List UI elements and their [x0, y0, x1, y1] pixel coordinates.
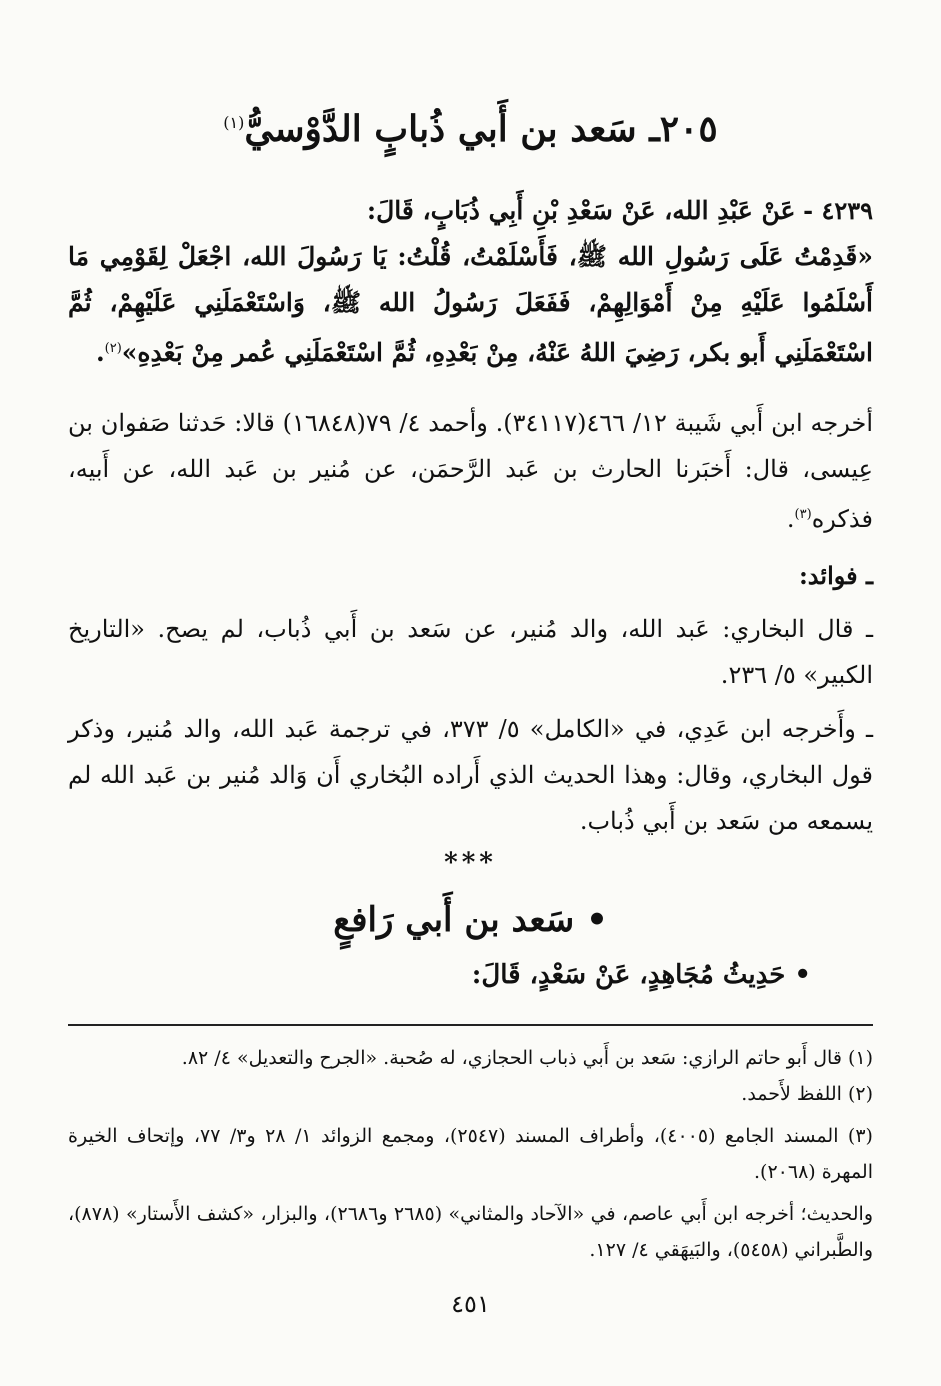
footnote-divider: [68, 1024, 873, 1026]
footnotes: [68, 1040, 873, 1268]
footnote-1: (١) قال أَبو حاتم الرازي: سَعد بن أَبي ذباب الحجازي، له صُحبة. «الجرح والتعديل» ٤/ ٨٢.: [181, 1047, 873, 1069]
chapter-title-text: ٢٠٥ـ سَعد بن أَبي ذُبابٍ الدَّوْسيُّ: [244, 108, 718, 150]
next-section-title: • سَعد بن أَبي رَافعٍ: [333, 900, 608, 940]
matn-footnote-ref: (٢): [104, 341, 122, 356]
title-footnote-ref: (١): [223, 113, 245, 132]
fawaid-item-2: ـ وأَخرجه ابن عَدِي، في «الكامل» ٥/ ٣٧٣، في ترجمة عَبد الله، والد مُنير، وذكر قول البخاري، وقال: وهذا الحديث الذي أَراده البُخاري أَن وَالد مُنير بن عَبد الله لم يسمعه من سَعد بن أَبي ذُباب.: [68, 715, 874, 835]
chapter-title: [0, 108, 941, 150]
next-section-subheading: • حَدِيثُ مُجَاهِدٍ، عَنْ سَعْدٍ، قَالَ:: [471, 960, 811, 990]
hadith-paragraph: ٤٢٣٩ - عَنْ عَبْدِ الله، عَنْ سَعْدِ بْنِ أَبِي ذُبَابٍ، قَالَ: «قَدِمْتُ عَلَى رَسُولِ الله ﷺ، فَأَسْلَمْتُ، قُلْتُ: يَا رَسُولَ الله، اجْعَلْ لِقَوْمِي مَا أَسْلَمُوا عَلَيْهِ مِنْ أَمْوَالِهِمْ، فَفَعَلَ رَسُولُ الله ﷺ، وَاسْتَعْمَلَنِي عَلَيْهِمْ، ثُمَّ اسْتَعْمَلَنِي أَبو بكر، رَضِيَ اللهُ عَنْهُ، مِنْ بَعْدِهِ، ثُمَّ اسْتَعْمَلَنِي عُمر مِنْ بَعْدِهِ»$^{(٢)}$.: [68, 196, 873, 367]
hadith-number: ٤٢٣٩ -: [803, 196, 873, 225]
takhrij-text: أخرجه ابن أَبي شَيبة ١٢/ ٤٦٦(٣٤١١٧). وأحمد ٤/ ٧٩(١٦٨٤٨) قالا: حَدثنا صَفوان بن عِيسى، قال: أَخبَرنا الحارث بن عَبد الرَّحمَن، عن مُنير بن عَبد الله، عن أَبيه، فذكره: [68, 409, 873, 533]
hadith-isnad: عَنْ عَبْدِ الله، عَنْ سَعْدِ بْنِ أَبِي ذُبَابٍ، قَالَ:: [366, 196, 796, 225]
fawaid-label: ـ فوائد:: [798, 561, 873, 590]
footnote-3: (٣) المسند الجامع (٤٠٠٥)، وأطراف المسند (٢٥٤٧)، ومجمع الزوائد ١/ ٢٨ و٣/ ٧٧، وإتحاف الخيرة المهرة (٢٠٦٨).: [68, 1125, 873, 1183]
section-separator: ***: [444, 848, 497, 878]
fawaid-item-1: ـ قال البخاري: عَبد الله، والد مُنير، عن سَعد بن أَبي ذُباب، لم يصح. «التاريخ الكبير» ٥/ ٢٣٦.: [68, 615, 873, 689]
takhrij-paragraph: أخرجه ابن أَبي شَيبة ١٢/ ٤٦٦(٣٤١١٧). وأحمد ٤/ ٧٩(١٦٨٤٨) قالا: حَدثنا صَفوان بن عِيسى، قال: أَخبَرنا الحارث بن عَبد الرَّحمَن، عن مُنير بن عَبد الله، عن أَبيه، فذكره$^{(٣)}$.: [68, 409, 873, 533]
footnote-3-continuation: والحديث؛ أخرجه ابن أَبي عاصم، في «الآحاد والمثاني» (٢٦٨٥ و٢٦٨٦)، والبزار، «كشف الأَستار» (٨٧٨)، والطَّبراني (٥٤٥٨)، والبَيهَقي ٤/ ١٢٧.: [68, 1203, 873, 1261]
footnote-2: (٢) اللفظ لأَحمد.: [741, 1083, 873, 1105]
page-number: ٤٥١: [451, 1290, 490, 1318]
takhrij-footnote-ref: (٣): [794, 507, 812, 522]
hadith-matn: «قَدِمْتُ عَلَى رَسُولِ الله ﷺ، فَأَسْلَمْتُ، قُلْتُ: يَا رَسُولَ الله، اجْعَلْ لِقَوْمِي مَا أَسْلَمُوا عَلَيْهِ مِنْ أَمْوَالِهِمْ، فَفَعَلَ رَسُولُ الله ﷺ، وَاسْتَعْمَلَنِي عَلَيْهِمْ، ثُمَّ اسْتَعْمَلَنِي أَبو بكر، رَضِيَ اللهُ عَنْهُ، مِنْ بَعْدِهِ، ثُمَّ اسْتَعْمَلَنِي عُمر مِنْ بَعْدِهِ»: [68, 242, 873, 367]
